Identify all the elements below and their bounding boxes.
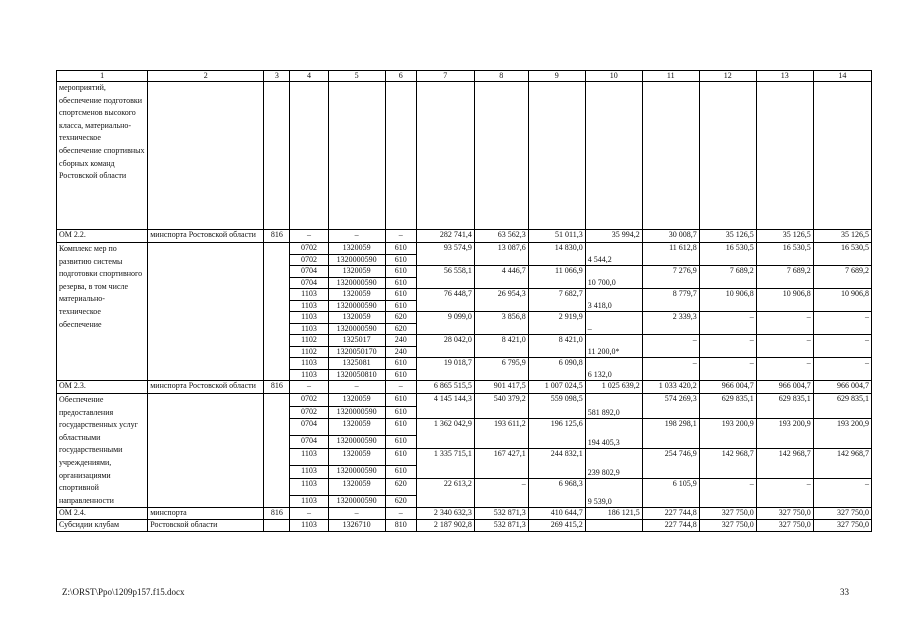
- section-code: 1103: [290, 466, 328, 479]
- expense-type: 620: [385, 495, 416, 508]
- value-cell: 196 125,6: [528, 419, 585, 449]
- total-value: 186 121,5: [585, 508, 642, 520]
- value-cell: –: [813, 335, 871, 358]
- value-cell: 3 418,0: [585, 289, 642, 312]
- value-cell: 76 448,7: [416, 289, 474, 312]
- value-cell: 6 105,9: [642, 478, 699, 508]
- target-code: 1320000590: [328, 466, 385, 479]
- total-value: 51 011,3: [528, 230, 585, 243]
- value-cell: 8 421,0: [528, 335, 585, 358]
- header-row: [57, 71, 872, 82]
- value-cell: 22 613,2: [416, 478, 474, 508]
- value-cell: 10 906,8: [813, 289, 871, 312]
- empty-cell: [474, 82, 528, 230]
- target-code: 1320059: [328, 419, 385, 436]
- table-row: [57, 82, 872, 230]
- description-cell: Субсидии клубам: [57, 520, 148, 532]
- empty-cell: [642, 82, 699, 230]
- header-cell: 3: [264, 71, 290, 82]
- value-cell: 2 919,9: [528, 312, 585, 335]
- value-cell: 16 530,5: [756, 243, 813, 266]
- value-cell: –: [474, 478, 528, 508]
- expense-type: 240: [385, 346, 416, 358]
- value-cell: 167 427,1: [474, 448, 528, 478]
- section-code: 1103: [290, 323, 328, 335]
- value-cell: –: [699, 358, 756, 381]
- description-cell: мероприятий, обеспечение подготовки спортсменов высокого класса, материально-техническое обеспечение спортивных сборных команд Ростовской области: [57, 82, 148, 230]
- empty-cell: [264, 243, 290, 381]
- header-cell: 9: [528, 71, 585, 82]
- value-cell: 327 750,0: [756, 520, 813, 532]
- grbs-cell: 816: [264, 508, 290, 520]
- target-code: 1325017: [328, 335, 385, 347]
- empty-cell: [148, 82, 264, 230]
- target-code: 1320059: [328, 289, 385, 301]
- expense-type: 610: [385, 466, 416, 479]
- empty-cell: [699, 82, 756, 230]
- header-cell: 11: [642, 71, 699, 82]
- section-code: 1103: [290, 358, 328, 370]
- header-cell: 2: [148, 71, 264, 82]
- table-row: [57, 508, 872, 520]
- section-code: 0704: [290, 419, 328, 436]
- target-code: 1325081: [328, 358, 385, 370]
- dash-cell: –: [385, 230, 416, 243]
- value-cell: 4 446,7: [474, 266, 528, 289]
- value-cell: 10 700,0: [585, 266, 642, 289]
- header-cell: 5: [328, 71, 385, 82]
- header-cell: 12: [699, 71, 756, 82]
- value-cell: 198 298,1: [642, 419, 699, 449]
- expense-type: 620: [385, 478, 416, 495]
- measure-name: ОМ 2.4.: [57, 508, 148, 520]
- total-value: 966 004,7: [699, 381, 756, 394]
- value-cell: 56 558,1: [416, 266, 474, 289]
- total-value: 1 007 024,5: [528, 381, 585, 394]
- empty-cell: [290, 82, 328, 230]
- section-code: 1103: [290, 495, 328, 508]
- value-cell: [585, 520, 642, 532]
- total-value: 532 871,3: [474, 508, 528, 520]
- value-cell: 227 744,8: [642, 520, 699, 532]
- target-code: 1320050170: [328, 346, 385, 358]
- value-cell: 11 066,9: [528, 266, 585, 289]
- target-code: 1320050810: [328, 369, 385, 381]
- section-code: 1102: [290, 346, 328, 358]
- target-code: 1320000590: [328, 406, 385, 419]
- total-value: 227 744,8: [642, 508, 699, 520]
- total-value: 282 741,4: [416, 230, 474, 243]
- target-code: 1320059: [328, 266, 385, 278]
- expense-type: 620: [385, 323, 416, 335]
- total-value: 327 750,0: [699, 508, 756, 520]
- expense-type: 610: [385, 300, 416, 312]
- value-cell: –: [756, 335, 813, 358]
- table-row: [57, 230, 872, 243]
- value-cell: 4 145 144,3: [416, 394, 474, 419]
- value-cell: –: [756, 312, 813, 335]
- empty-cell: [528, 82, 585, 230]
- total-value: 901 417,5: [474, 381, 528, 394]
- responsible-cell: минспорта Ростовской области: [148, 381, 264, 394]
- value-cell: 8 421,0: [474, 335, 528, 358]
- value-cell: 2 187 902,8: [416, 520, 474, 532]
- table-row: [57, 381, 872, 394]
- value-cell: 532 871,3: [474, 520, 528, 532]
- empty-cell: [756, 82, 813, 230]
- value-cell: 142 968,7: [699, 448, 756, 478]
- total-value: 35 994,2: [585, 230, 642, 243]
- empty-cell: [328, 82, 385, 230]
- value-cell: 269 415,2: [528, 520, 585, 532]
- header-cell: 10: [585, 71, 642, 82]
- expense-type: 610: [385, 289, 416, 301]
- value-cell: 10 906,8: [756, 289, 813, 312]
- value-cell: –: [813, 478, 871, 508]
- value-cell: 540 379,2: [474, 394, 528, 419]
- value-cell: 6 090,8: [528, 358, 585, 381]
- empty-cell: [148, 243, 264, 381]
- expense-type: 610: [385, 406, 416, 419]
- value-cell: 1 362 042,9: [416, 419, 474, 449]
- value-cell: 11 612,8: [642, 243, 699, 266]
- target-code: 1320059: [328, 312, 385, 324]
- section-code: 0704: [290, 277, 328, 289]
- value-cell: 7 682,7: [528, 289, 585, 312]
- empty-cell: [585, 82, 642, 230]
- total-value: 410 644,7: [528, 508, 585, 520]
- value-cell: 16 530,5: [813, 243, 871, 266]
- header-cell: 4: [290, 71, 328, 82]
- target-code: 1320000590: [328, 277, 385, 289]
- value-cell: 244 832,1: [528, 448, 585, 478]
- value-cell: 142 968,7: [756, 448, 813, 478]
- table-row: [57, 520, 872, 532]
- value-cell: 7 689,2: [813, 266, 871, 289]
- header-cell: 14: [813, 71, 871, 82]
- expense-type: 610: [385, 419, 416, 436]
- value-cell: 193 200,9: [756, 419, 813, 449]
- section-code: 0702: [290, 254, 328, 266]
- total-value: 30 008,7: [642, 230, 699, 243]
- footer-file-path: Z:\ORST\Ppo\1209p157.f15.docx: [62, 587, 185, 597]
- total-value: 1 033 420,2: [642, 381, 699, 394]
- dash-cell: –: [290, 381, 328, 394]
- footer-page-number: 33: [840, 587, 849, 597]
- target-code: 1320000590: [328, 300, 385, 312]
- value-cell: 6 795,9: [474, 358, 528, 381]
- value-cell: –: [699, 478, 756, 508]
- empty-cell: [416, 82, 474, 230]
- total-value: 966 004,7: [813, 381, 871, 394]
- target-code: 1320000590: [328, 495, 385, 508]
- expense-type: 610: [385, 369, 416, 381]
- section-code: 1103: [290, 448, 328, 465]
- value-cell: 239 802,9: [585, 448, 642, 478]
- expense-type: 610: [385, 394, 416, 407]
- value-cell: –: [813, 358, 871, 381]
- value-cell: 11 200,0*: [585, 335, 642, 358]
- empty-cell: [813, 82, 871, 230]
- target-code: 1320059: [328, 243, 385, 255]
- value-cell: –: [756, 358, 813, 381]
- section-code: 1103: [290, 478, 328, 495]
- dash-cell: –: [290, 508, 328, 520]
- value-cell: 6 968,3: [528, 478, 585, 508]
- target-code: 1320000590: [328, 323, 385, 335]
- expense-type: 610: [385, 277, 416, 289]
- target-code: 1320059: [328, 394, 385, 407]
- value-cell: 327 750,0: [813, 520, 871, 532]
- value-cell: 254 746,9: [642, 448, 699, 478]
- value-cell: 194 405,3: [585, 419, 642, 449]
- value-cell: 629 835,1: [813, 394, 871, 419]
- empty-cell: [264, 394, 290, 508]
- header-cell: 6: [385, 71, 416, 82]
- budget-table: [56, 70, 872, 532]
- header-cell: 7: [416, 71, 474, 82]
- dash-cell: –: [328, 508, 385, 520]
- expense-type: 610: [385, 358, 416, 370]
- section-code: 1102: [290, 335, 328, 347]
- value-cell: –: [813, 312, 871, 335]
- grbs-cell: 816: [264, 230, 290, 243]
- dash-cell: –: [328, 230, 385, 243]
- header-cell: 13: [756, 71, 813, 82]
- value-cell: 7 276,9: [642, 266, 699, 289]
- table-row: [57, 394, 872, 407]
- section-code: 0702: [290, 406, 328, 419]
- code-cell: 810: [385, 520, 416, 532]
- value-cell: –: [642, 335, 699, 358]
- value-cell: –: [585, 312, 642, 335]
- table-row: [57, 243, 872, 255]
- target-code: 1320059: [328, 448, 385, 465]
- expense-type: 620: [385, 312, 416, 324]
- section-code: 1103: [290, 312, 328, 324]
- total-value: 35 126,5: [813, 230, 871, 243]
- value-cell: –: [756, 478, 813, 508]
- section-code: 1103: [290, 289, 328, 301]
- total-value: 327 750,0: [813, 508, 871, 520]
- value-cell: 14 830,0: [528, 243, 585, 266]
- value-cell: 7 689,2: [699, 266, 756, 289]
- value-cell: 7 689,2: [756, 266, 813, 289]
- value-cell: 26 954,3: [474, 289, 528, 312]
- description-cell: Обеспечение предоставления государственных услуг областными государственными учреждениями, организациями спортивной направленности: [57, 394, 148, 508]
- value-cell: 193 611,2: [474, 419, 528, 449]
- value-cell: 193 200,9: [699, 419, 756, 449]
- grbs-cell: 816: [264, 381, 290, 394]
- dash-cell: –: [290, 230, 328, 243]
- value-cell: 8 779,7: [642, 289, 699, 312]
- value-cell: 93 574,9: [416, 243, 474, 266]
- target-code: 1320059: [328, 478, 385, 495]
- empty-cell: [385, 82, 416, 230]
- value-cell: 3 856,8: [474, 312, 528, 335]
- value-cell: 4 544,2: [585, 243, 642, 266]
- total-value: 1 025 639,2: [585, 381, 642, 394]
- section-code: 0704: [290, 436, 328, 449]
- total-value: 35 126,5: [756, 230, 813, 243]
- target-code: 1320000590: [328, 436, 385, 449]
- section-code: 0702: [290, 243, 328, 255]
- responsible-cell: минспорта: [148, 508, 264, 520]
- dash-cell: –: [385, 381, 416, 394]
- value-cell: 193 200,9: [813, 419, 871, 449]
- value-cell: 574 269,3: [642, 394, 699, 419]
- value-cell: 9 539,0: [585, 478, 642, 508]
- code-cell: 1103: [290, 520, 328, 532]
- empty-cell: [148, 394, 264, 508]
- total-value: 35 126,5: [699, 230, 756, 243]
- section-code: 0702: [290, 394, 328, 407]
- section-code: 1103: [290, 300, 328, 312]
- total-value: 2 340 632,3: [416, 508, 474, 520]
- value-cell: 581 892,0: [585, 394, 642, 419]
- responsible-cell: Ростовской области: [148, 520, 264, 532]
- value-cell: 10 906,8: [699, 289, 756, 312]
- value-cell: 142 968,7: [813, 448, 871, 478]
- value-cell: 559 098,5: [528, 394, 585, 419]
- measure-name: ОМ 2.3.: [57, 381, 148, 394]
- total-value: 6 865 515,5: [416, 381, 474, 394]
- value-cell: 13 087,6: [474, 243, 528, 266]
- expense-type: 610: [385, 254, 416, 266]
- expense-type: 240: [385, 335, 416, 347]
- value-cell: –: [642, 358, 699, 381]
- section-code: 1103: [290, 369, 328, 381]
- expense-type: 610: [385, 436, 416, 449]
- expense-type: 610: [385, 448, 416, 465]
- empty-cell: [264, 82, 290, 230]
- value-cell: 629 835,1: [756, 394, 813, 419]
- expense-type: 610: [385, 243, 416, 255]
- value-cell: 629 835,1: [699, 394, 756, 419]
- measure-name: ОМ 2.2.: [57, 230, 148, 243]
- header-cell: 1: [57, 71, 148, 82]
- value-cell: 19 018,7: [416, 358, 474, 381]
- expense-type: 610: [385, 266, 416, 278]
- section-code: 0704: [290, 266, 328, 278]
- total-value: 966 004,7: [756, 381, 813, 394]
- value-cell: 6 132,0: [585, 358, 642, 381]
- total-value: 63 562,3: [474, 230, 528, 243]
- value-cell: 16 530,5: [699, 243, 756, 266]
- empty-cell: [264, 520, 290, 532]
- value-cell: –: [699, 335, 756, 358]
- description-cell: Комплекс мер по развитию системы подготовки спортивного резерва, в том числе материально-техническое обеспечение: [57, 243, 148, 381]
- value-cell: –: [699, 312, 756, 335]
- header-cell: 8: [474, 71, 528, 82]
- responsible-cell: минспорта Ростовской области: [148, 230, 264, 243]
- code-cell: 1326710: [328, 520, 385, 532]
- value-cell: 2 339,3: [642, 312, 699, 335]
- dash-cell: –: [328, 381, 385, 394]
- value-cell: 1 335 715,1: [416, 448, 474, 478]
- target-code: 1320000590: [328, 254, 385, 266]
- value-cell: 327 750,0: [699, 520, 756, 532]
- value-cell: 28 042,0: [416, 335, 474, 358]
- dash-cell: –: [385, 508, 416, 520]
- value-cell: 9 099,0: [416, 312, 474, 335]
- total-value: 327 750,0: [756, 508, 813, 520]
